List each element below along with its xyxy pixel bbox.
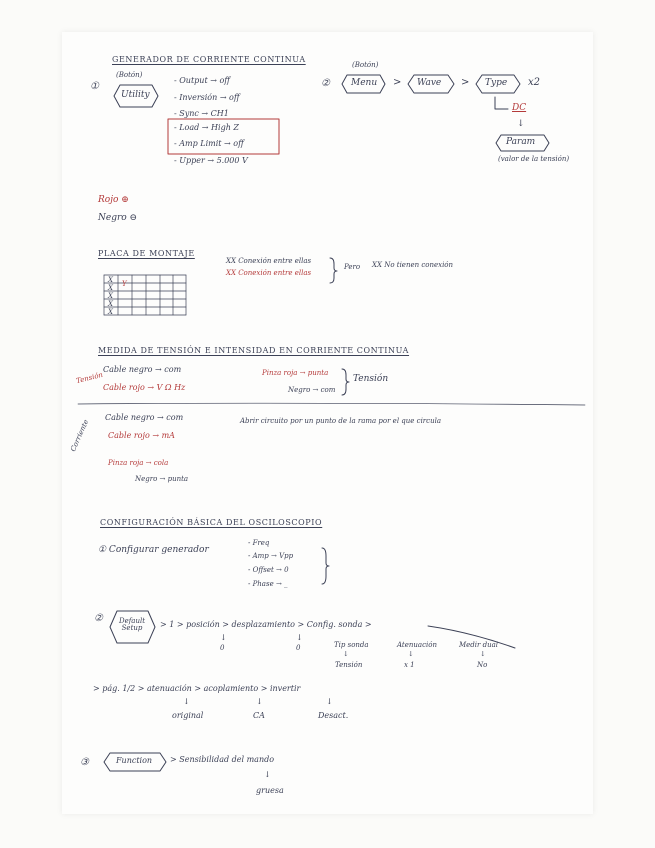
osc-aten-value: x 1 [404, 661, 415, 669]
osc-param-offset: - Offset → 0 [248, 566, 289, 574]
grid-mark: X [108, 308, 113, 316]
utility-item-load: - Load → High Z [174, 123, 239, 132]
placa-connection-2: XX Conexión entre ellas [226, 269, 312, 277]
placa-no-connection: XX No tienen conexión [372, 261, 454, 269]
arrow-down-icon: ↓ [183, 697, 190, 706]
utility-item-amp-limit: - Amp Limit → off [174, 139, 244, 148]
chevron-right-icon: > [461, 77, 470, 88]
placa-pero: Pero [344, 263, 361, 271]
utility-item-inversion: - Inversión → off [174, 93, 240, 102]
arrow-down-icon: ↓ [517, 119, 525, 129]
side-label-tension: Tensión [75, 370, 104, 386]
osc-atenuacion-value: original [172, 711, 204, 720]
tension-cable-negro: Cable negro → com [103, 365, 182, 374]
section-title-placa: PLACA DE MONTAJE [98, 249, 195, 258]
osc-param-freq: - Freq [248, 539, 270, 547]
chevron-right-icon: > [393, 77, 402, 88]
section-title-osciloscopio: CONFIGURACIÓN BÁSICA DEL OSCILOSCOPIO [100, 518, 323, 527]
osc-chain-1: > 1 > posición > desplazamiento > Config. sonda > [160, 620, 372, 629]
osc-step-1: ① Configurar generador [98, 545, 209, 555]
step-number-2-osc: ② [94, 613, 103, 624]
utility-item-output: - Output → off [174, 76, 230, 85]
dc-label: DC [512, 103, 527, 113]
osc-medir-value: No [477, 661, 488, 669]
osc-tip-sonda: Tip sonda [334, 641, 369, 649]
corriente-cable-rojo: Cable rojo → mA [108, 431, 175, 440]
osc-desp-value: 0 [296, 644, 301, 652]
side-label-corriente: Corriente [69, 418, 91, 453]
section-title-generador: GENERADOR DE CORRIENTE CONTINUA [112, 55, 306, 64]
grid-mark: Y [122, 280, 127, 288]
step-number-3-osc: ③ [80, 757, 89, 768]
menu-button: Menu [351, 78, 378, 88]
arrow-down-icon: ↓ [408, 650, 414, 658]
grid-mark: X [108, 276, 113, 284]
grid-mark: X [108, 284, 113, 292]
osc-tip-value: Tensión [335, 661, 363, 669]
osc-atenuacion: Atenuación [397, 641, 437, 649]
step-number-2: ② [321, 78, 330, 89]
type-button: Type [485, 78, 508, 88]
button-note-2: (Botón) [352, 61, 379, 69]
arrow-down-icon: ↓ [480, 650, 486, 658]
utility-item-sync: - Sync → CH1 [174, 109, 229, 118]
osc-param-amp: - Amp → Vpp [248, 552, 294, 560]
tension-label: Tensión [353, 374, 389, 384]
corriente-pinza-roja: Pinza roja → cola [108, 459, 169, 467]
arrow-down-icon: ↓ [256, 697, 263, 706]
arrow-down-icon: ↓ [296, 633, 303, 642]
arrow-down-icon: ↓ [220, 633, 227, 642]
osc-medir-dual: Medir dual [459, 641, 499, 649]
osc-gruesa: gruesa [256, 786, 284, 795]
osc-pos-value: 0 [220, 644, 225, 652]
placa-connection-1: XX Conexión entre ellas [226, 257, 312, 265]
wave-button: Wave [417, 78, 442, 88]
tension-pinza-roja: Pinza roja → punta [262, 369, 329, 377]
param-button: Param [506, 137, 536, 147]
default-setup-button: Default Setup [118, 617, 146, 632]
function-button: Function [116, 756, 153, 765]
times-two-label: x2 [528, 77, 541, 88]
grid-mark: X [108, 300, 113, 308]
osc-param-phase: - Phase → _ [248, 580, 288, 588]
arrow-down-icon: ↓ [264, 770, 271, 779]
osc-sensibilidad: > Sensibilidad del mando [170, 755, 275, 764]
grid-mark: X [108, 292, 113, 300]
corriente-cable-negro: Cable negro → com [105, 413, 184, 422]
utility-item-upper: - Upper → 5.000 V [174, 156, 248, 165]
button-note-1: (Botón) [116, 71, 143, 79]
arrow-down-icon: ↓ [326, 697, 333, 706]
tension-negro-com: Negro → com [288, 386, 336, 394]
param-note: (valor de la tensión) [498, 155, 570, 163]
utility-button: Utility [121, 90, 150, 100]
tension-cable-rojo: Cable rojo → V Ω Hz [103, 383, 186, 392]
osc-invertir-value: Desact. [318, 711, 349, 720]
osc-chain-2: > pág. 1/2 > atenuación > acoplamiento > invertir [93, 684, 301, 693]
corriente-abrir-circuito: Abrir circuito por un punto de la rama por el que circula [240, 417, 441, 425]
osc-acoplamiento-value: CA [253, 711, 265, 720]
step-number-1: ① [90, 81, 99, 92]
legend-rojo: Rojo ⊕ [98, 195, 129, 205]
section-title-medida: MEDIDA DE TENSIÓN E INTENSIDAD EN CORRIENTE CONTINUA [98, 346, 410, 355]
arrow-down-icon: ↓ [343, 650, 349, 658]
legend-negro: Negro ⊖ [98, 213, 138, 223]
corriente-negro-punta: Negro → punta [135, 475, 189, 483]
